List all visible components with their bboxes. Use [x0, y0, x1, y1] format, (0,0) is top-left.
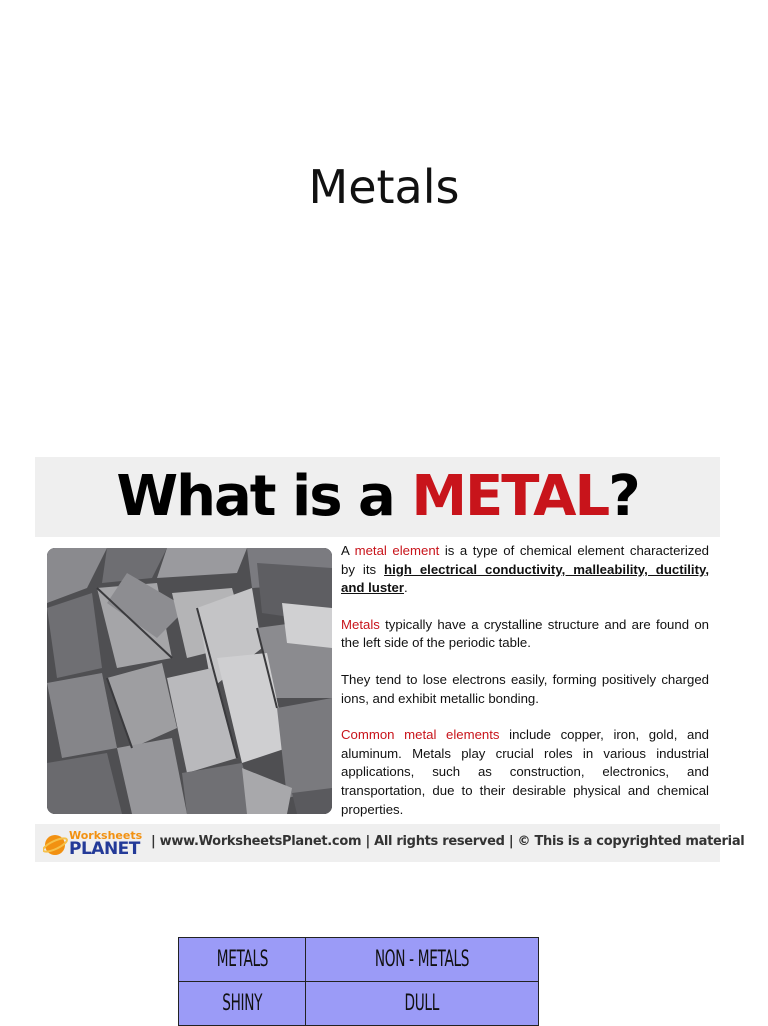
heading-band — [35, 457, 720, 537]
p4-red-term: Common metal elements — [341, 727, 500, 743]
page-title: Metals — [308, 160, 460, 214]
logo-bottom-text: PLANET — [69, 839, 140, 859]
cell-dull: DULL — [404, 991, 440, 1016]
description-text — [341, 542, 709, 837]
heading-part2: ? — [608, 464, 639, 529]
p2-red-term: Metals — [341, 616, 380, 632]
cell-shiny: SHINY — [222, 991, 263, 1016]
metal-bars-photo — [47, 548, 332, 814]
heading-accent: METAL — [411, 464, 609, 529]
metals-comparison-table — [178, 937, 539, 1026]
metal-infographic — [35, 457, 745, 862]
table-cell — [306, 982, 539, 1026]
footer-band — [35, 824, 745, 862]
p1-underlined-properties: high electrical conductivity, malleability, ductility, and luster — [341, 561, 710, 596]
table-header-cell — [179, 938, 306, 982]
planet-icon — [43, 831, 69, 859]
heading-part1: What is a — [116, 464, 412, 529]
header-non-metals: NON - METALS — [375, 947, 470, 972]
p1-text-a: A — [341, 543, 355, 558]
table-row — [179, 982, 539, 1026]
header-metals: METALS — [216, 947, 268, 972]
table-cell — [179, 982, 306, 1026]
worksheets-planet-logo — [43, 829, 143, 859]
paragraph-1 — [341, 542, 709, 598]
infographic-heading — [35, 463, 720, 531]
p2-text: typically have a crystalline structure and are found on the left side of the periodic table. — [341, 616, 709, 651]
p1-text-c: . — [404, 580, 408, 596]
copyright-text: | www.WorksheetsPlanet.com | All rights reserved | © This is a copyrighted material — [151, 834, 745, 849]
p1-text-b: is a type of chemical element characterized by its — [341, 543, 710, 577]
logo-top-text: Worksheets — [69, 829, 143, 842]
table-header-cell — [306, 938, 539, 982]
p4-text: include copper, iron, gold, and aluminum. Metals play crucial roles in various industrial applications, such as construction, electronics, and transportation, due to their desirable physical and chemical properties. — [341, 727, 709, 817]
p1-red-term: metal element — [354, 543, 440, 558]
table-header-row — [179, 938, 539, 982]
paragraph-4 — [341, 726, 709, 819]
paragraph-3: They tend to lose electrons easily, forming positively charged ions, and exhibit metallic bonding. — [341, 671, 709, 706]
paragraph-2 — [341, 616, 709, 653]
metal-bars-image — [47, 548, 332, 814]
